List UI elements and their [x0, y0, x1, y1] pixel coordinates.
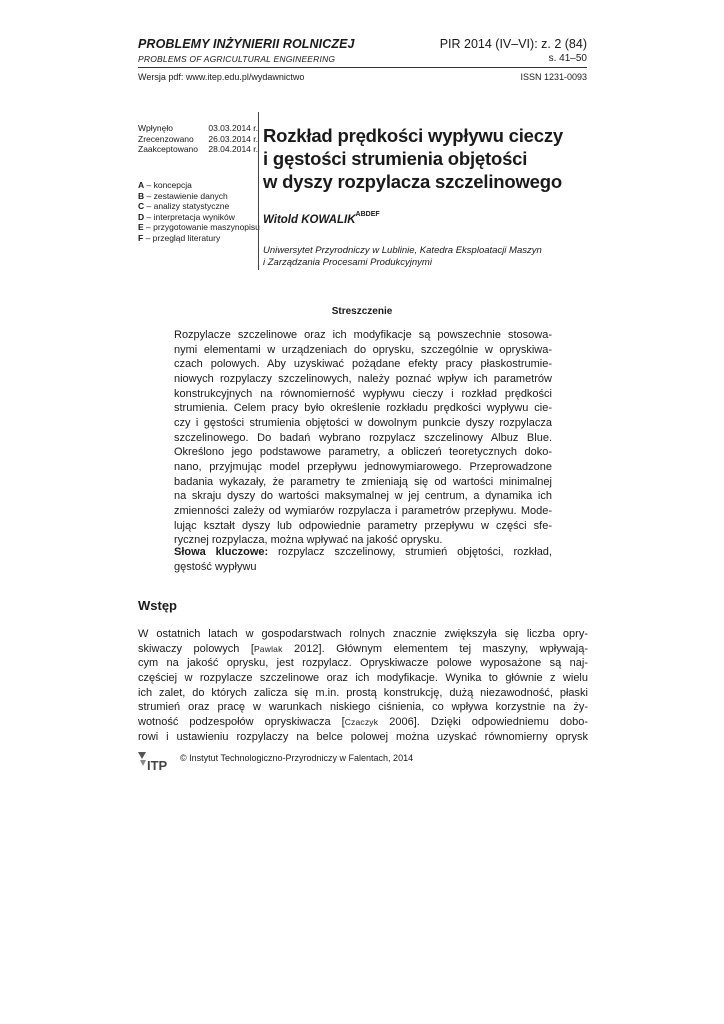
abstract-line: strumienia. Celem pracy było określenie rozkładu prędkości wypływu cie- — [174, 402, 552, 415]
abstract-line: czy i gęstości strumienia objętości w dowolnym punkcie dyszy rozpylacza — [174, 416, 552, 429]
intro-body — [138, 627, 588, 744]
date-label: Zrecenzowano — [138, 133, 194, 144]
abstract-line: Rozpylacze szczelinowe oraz ich modyfikacje są powszechnie stosowa- — [174, 329, 552, 341]
keywords — [174, 545, 552, 574]
date-row-received — [138, 123, 258, 134]
abstract-heading: Streszczenie — [331, 306, 393, 317]
date-row-reviewed — [138, 134, 258, 145]
role-item: D – interpretacja wyników — [138, 211, 235, 222]
body-line: W ostatnich latach w gospodarstwach rolnych znacznie zwiększyła się liczba opry- — [138, 628, 588, 640]
citation-author: Czaczyk — [344, 716, 379, 727]
abstract-body — [174, 328, 552, 548]
affiliation — [263, 245, 593, 269]
issue-info: PIR 2014 (IV–VI): z. 2 (84) — [439, 37, 587, 51]
keywords-line: gęstość wypływu — [174, 560, 257, 573]
role-item: A – koncepcja — [138, 180, 192, 190]
abstract-line: na skraju dyszy do wartości maksymalnej w jej centrum, a dynamika ich — [174, 490, 552, 503]
issn: ISSN 1231-0093 — [520, 72, 587, 82]
metadata-divider — [258, 112, 259, 270]
abstract-line: badania wykazały, że parametry te zmieniają się od wartości minimalnej — [174, 475, 552, 488]
body-line: częściej w rozpylacze szczelinowe oraz ich modyfikacje. Wynika to głównie z wielu — [138, 671, 588, 684]
body-line: strumień oraz pracę w warunkach niskiego ciśnienia, co wpływa korzystnie na ży- — [138, 701, 588, 714]
submission-dates — [138, 123, 258, 155]
keywords-line: Słowa kluczowe: rozpylacz szczelinowy, strumień objętości, rozkład, — [174, 546, 552, 558]
date-row-accepted — [138, 144, 258, 155]
title-line: i gęstości strumienia objętości — [263, 148, 528, 169]
header-divider — [138, 67, 587, 68]
role-item: E – przygotowanie maszynopisu — [138, 222, 260, 232]
body-line: wotność podzespołów opryskiwacza [Czaczyk 2006]. Dzięki odpowiedniemu dobo- — [138, 715, 588, 728]
abstract-line: nymi elementami w urządzeniach do oprysku, szczególnie w opryskiwa- — [174, 343, 552, 356]
author — [263, 213, 380, 226]
page-range: s. 41–50 — [548, 53, 587, 64]
body-line: skiwaczy polowych [Pawlak 2012]. Głównym elementem tej maszyny, wpływają- — [138, 642, 588, 655]
copyright: © Instytut Technologiczno-Przyrodniczy w Falentach, 2014 — [180, 753, 414, 763]
body-line: rowi i ustawieniu rozpylaczy na belce polowej można uzyskać równomierny oprysk — [138, 730, 588, 743]
affiliation-line: Uniwersytet Przyrodniczy w Lublinie, Katedra Eksploatacji Maszyn — [263, 245, 542, 256]
article-title — [263, 124, 593, 193]
affiliation-line: i Zarządzania Procesami Produkcyjnymi — [263, 257, 432, 268]
section-heading: Wstęp — [138, 598, 177, 613]
citation-author: Pawlak — [253, 643, 283, 654]
date-value: 03.03.2014 r. — [208, 123, 258, 133]
abstract-line: konstrukcyjnych na równomierność wypływu cieczy i rozkład prędkości — [174, 387, 552, 400]
abstract-line: szczelinowego. Do badań wybrano rozpylacz szczelinowy Albuz Blue. — [174, 431, 552, 444]
date-label: Wpłynęło — [138, 123, 173, 133]
author-name: Witold KOWALIK — [263, 213, 356, 226]
pdf-version-link[interactable]: Wersja pdf: www.itep.edu.pl/wydawnictwo — [138, 72, 305, 82]
title-line: w dyszy rozpylacza szczelinowego — [263, 171, 562, 192]
itp-logo-icon — [136, 750, 178, 774]
itp-logo — [136, 750, 178, 774]
date-value: 26.03.2014 r. — [208, 133, 258, 144]
abstract-line: Określono jego podstawowe parametry, a obliczeń teoretycznych doko- — [174, 446, 552, 459]
abstract-line: niowych rozpylaczy szczelinowych, należy poznać wpływ ich parametrów — [174, 372, 552, 385]
role-item: B – zestawienie danych — [138, 190, 228, 201]
author-roles: ABDEF — [355, 211, 380, 218]
keywords-label: Słowa kluczowe: — [174, 546, 269, 558]
abstract-line: czach polowych. Aby uzyskiwać pożądane efekty pracy płaskostrumie- — [174, 358, 552, 371]
body-line: ich zalet, do których zalicza się m.in. prostą konstrukcję, dużą niezawodność, płaski — [138, 686, 588, 699]
abstract-line: rycznej rozpylacza, można wpływać na jakość oprysku. — [174, 534, 443, 547]
journal-subtitle: PROBLEMS OF AGRICULTURAL ENGINEERING — [138, 54, 336, 64]
abstract-line: nano, przyjmując model przepływu jednowymiarowego. Przeprowadzone — [174, 460, 552, 473]
role-item: C – analizy statystyczne — [138, 201, 230, 211]
date-label: Zaakceptowano — [138, 144, 199, 154]
date-value: 28.04.2014 r. — [208, 144, 258, 154]
author-contribution-legend — [138, 180, 260, 243]
svg-text:ITP: ITP — [147, 758, 168, 773]
body-line: cym na jakość oprysku, jest rozpylacz. Opryskiwacze polowe wyposażone są naj- — [138, 657, 588, 670]
journal-title: PROBLEMY INŻYNIERII ROLNICZEJ — [138, 37, 355, 51]
role-item: F – przegląd literatury — [138, 232, 221, 243]
title-line: Rozkład prędkości wypływu cieczy — [263, 125, 563, 146]
abstract-line: zmienności zależy od wymiarów rozpylacza i parametrów przepływu. Mode- — [174, 504, 552, 517]
abstract-line: lując kształt dyszy lub odpowiednie parametry przepływu w części sfe- — [174, 519, 552, 532]
